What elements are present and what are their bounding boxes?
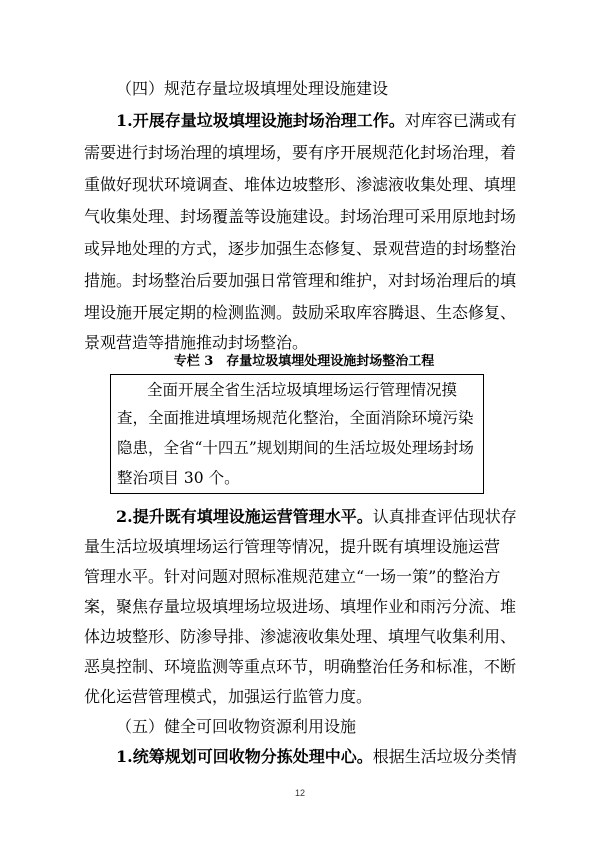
- paragraph-line: 景观营造等措施推动封场整治。: [84, 333, 309, 352]
- item-2-lead: 2.提升既有填埋设施运营管理水平。: [116, 507, 373, 526]
- paragraph-line: [116, 506, 524, 528]
- paragraph-line: 优化运营管理模式，加强运行监管力度。: [84, 687, 373, 706]
- section-5-item-1-text: 根据生活垃圾分类情: [372, 747, 517, 766]
- section-5-item-1-lead: 1.统筹规划可回收物分拣处理中心。: [116, 747, 373, 766]
- paragraph-line: 气收集处理、封场覆盖等设施建设。封场治理可采用原地封场: [84, 207, 517, 226]
- box-line: 查，全面推进填埋场规范化整治，全面消除环境污染: [117, 409, 474, 427]
- section-4-heading: （四）规范存量垃圾填埋处理设施建设: [116, 79, 389, 98]
- item-2-text: 认真排查评估现状存: [372, 507, 517, 526]
- paragraph-line: 措施。封场整治后要加强日常管理和维护，对封场治理后的填: [84, 271, 517, 290]
- paragraph-line: 量生活垃圾填埋场运行管理等情况，提升既有填埋设施运营: [84, 537, 501, 556]
- paragraph-line: [116, 110, 524, 132]
- info-box: [110, 374, 484, 494]
- paragraph-line: 案，聚焦存量垃圾填埋场垃圾进场、填埋作业和雨污分流、堆: [84, 597, 517, 616]
- paragraph-line: 埋设施开展定期的检测监测。鼓励采取库容腾退、生态修复、: [84, 303, 517, 322]
- item-1-text: 对库容已满或有: [404, 111, 517, 130]
- paragraph-line: 需要进行封场治理的填埋场，要有序开展规范化封场治理，着: [84, 143, 517, 162]
- paragraph-line: [116, 746, 524, 768]
- page-number: 12: [294, 788, 305, 798]
- box-line: 全面开展全省生活垃圾填埋场运行管理情况摸: [147, 381, 458, 399]
- paragraph-line: 恶臭控制、环境监测等重点环节，明确整治任务和标准，不断: [84, 657, 517, 676]
- item-1-lead: 1.开展存量垃圾填埋设施封场治理工作。: [116, 111, 405, 130]
- paragraph-line: 重做好现状环境调查、堆体边坡整形、渗滤液收集处理、填埋: [84, 175, 517, 194]
- paragraph-line: 体边坡整形、防渗导排、渗滤液收集处理、填埋气收集利用、: [84, 627, 517, 646]
- box-caption: 专栏 3 存量垃圾填埋处理设施封场整治工程: [173, 354, 435, 369]
- box-line: 整治项目 30 个。: [117, 469, 240, 487]
- paragraph-line: 或异地处理的方式，逐步加强生态修复、景观营造的封场整治: [84, 239, 517, 258]
- box-line: 隐患，全省“十四五”规划期间的生活垃圾处理场封场: [117, 439, 474, 457]
- paragraph-line: 管理水平。针对问题对照标准规范建立“一场一策”的整治方: [84, 567, 501, 586]
- section-5-heading: （五）健全可回收物资源利用设施: [116, 717, 357, 736]
